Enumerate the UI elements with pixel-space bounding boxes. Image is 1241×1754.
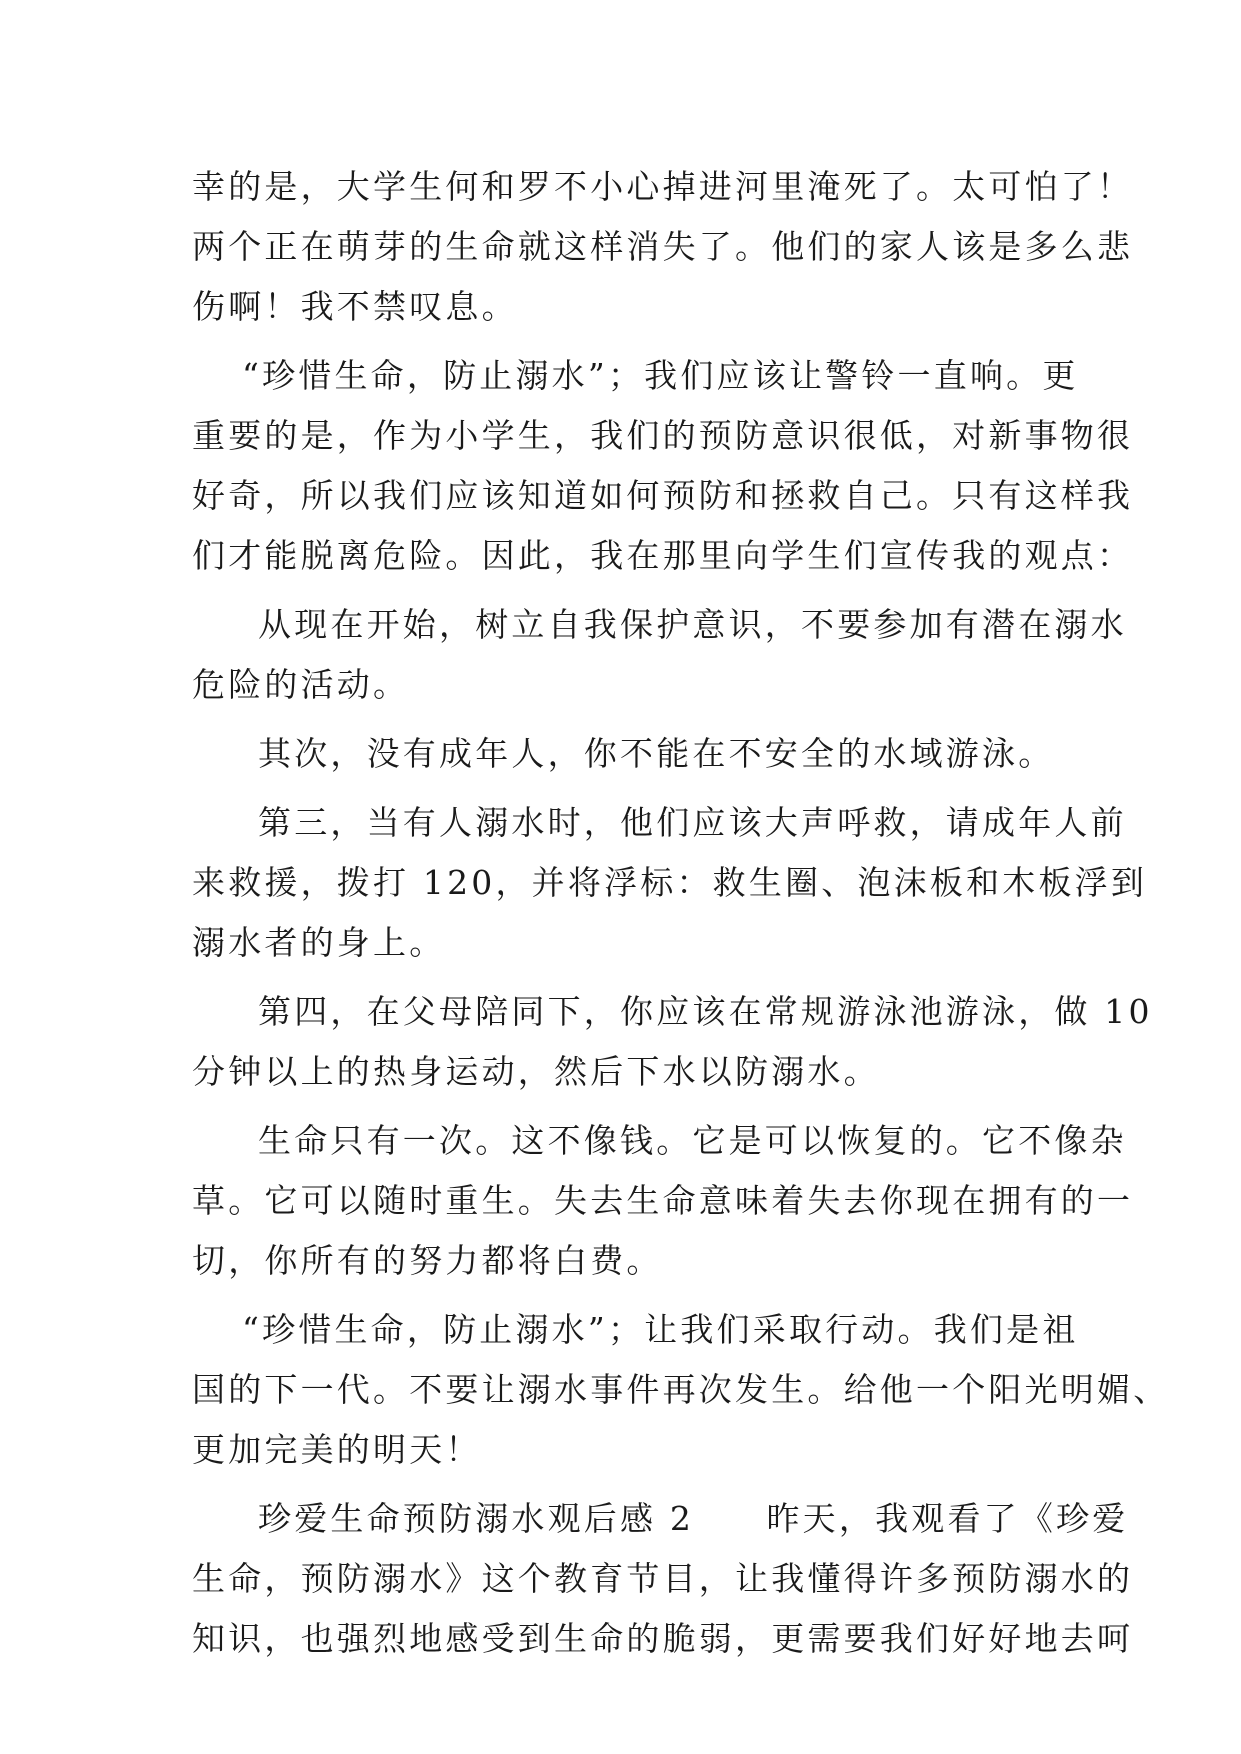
paragraph (192, 982, 1153, 1102)
text-line: 从现在开始，树立自我保护意识，不要参加有潜在溺水 (258, 605, 1127, 644)
text-line: 幸的是，大学生何和罗不小心掉进河里淹死了。太可怕了！ (192, 167, 1134, 206)
text-line: “珍惜生命，防止溺水”；我们应该让警铃一直响。更 (242, 356, 1079, 395)
text-line: 好奇，所以我们应该知道如何预防和拯救自己。只有这样我 (192, 476, 1134, 515)
paragraph (192, 1111, 1134, 1291)
text-line: 国的下一代。不要让溺水事件再次发生。给他一个阳光明媚、 (192, 1370, 1170, 1409)
paragraph (192, 724, 1055, 784)
text-line: 溺水者的身上。 (192, 923, 446, 962)
text-line: 更加完美的明天！ (192, 1430, 482, 1469)
paragraph (192, 1489, 1134, 1669)
document-body (192, 157, 1170, 1669)
text-line: 第四，在父母陪同下，你应该在常规游泳池游泳，做 10 (258, 992, 1153, 1031)
text-line: 两个正在萌芽的生命就这样消失了。他们的家人该是多么悲 (192, 227, 1134, 266)
text-line: 第三，当有人溺水时，他们应该大声呼救，请成年人前 (258, 803, 1127, 842)
text-line: 草。它可以随时重生。失去生命意味着失去你现在拥有的一 (192, 1181, 1134, 1220)
text-line: 知识，也强烈地感受到生命的脆弱，更需要我们好好地去呵 (192, 1619, 1134, 1658)
text-line: 珍爱生命预防溺水观后感 2 昨天，我观看了《珍爱 (258, 1499, 1129, 1538)
text-line: 们才能脱离危险。因此，我在那里向学生们宣传我的观点： (192, 536, 1134, 575)
text-line: 生命，预防溺水》这个教育节目，让我懂得许多预防溺水的 (192, 1559, 1134, 1598)
text-line: 其次，没有成年人，你不能在不安全的水域游泳。 (258, 734, 1055, 773)
text-line: 生命只有一次。这不像钱。它是可以恢复的。它不像杂 (258, 1121, 1127, 1160)
paragraph (192, 793, 1148, 973)
text-line: 重要的是，作为小学生，我们的预防意识很低，对新事物很 (192, 416, 1134, 455)
paragraph (192, 595, 1127, 715)
text-line: 危险的活动。 (192, 665, 410, 704)
text-line: 分钟以上的热身运动，然后下水以防溺水。 (192, 1052, 880, 1091)
text-line: 来救援，拨打 120，并将浮标：救生圈、泡沫板和木板浮到 (192, 863, 1148, 902)
paragraph (192, 1300, 1170, 1480)
paragraph (192, 346, 1134, 586)
text-line: 切，你所有的努力都将白费。 (192, 1241, 663, 1280)
paragraph (192, 157, 1134, 337)
text-line: “珍惜生命，防止溺水”；让我们采取行动。我们是祖 (242, 1310, 1079, 1349)
text-line: 伤啊！我不禁叹息。 (192, 287, 518, 326)
